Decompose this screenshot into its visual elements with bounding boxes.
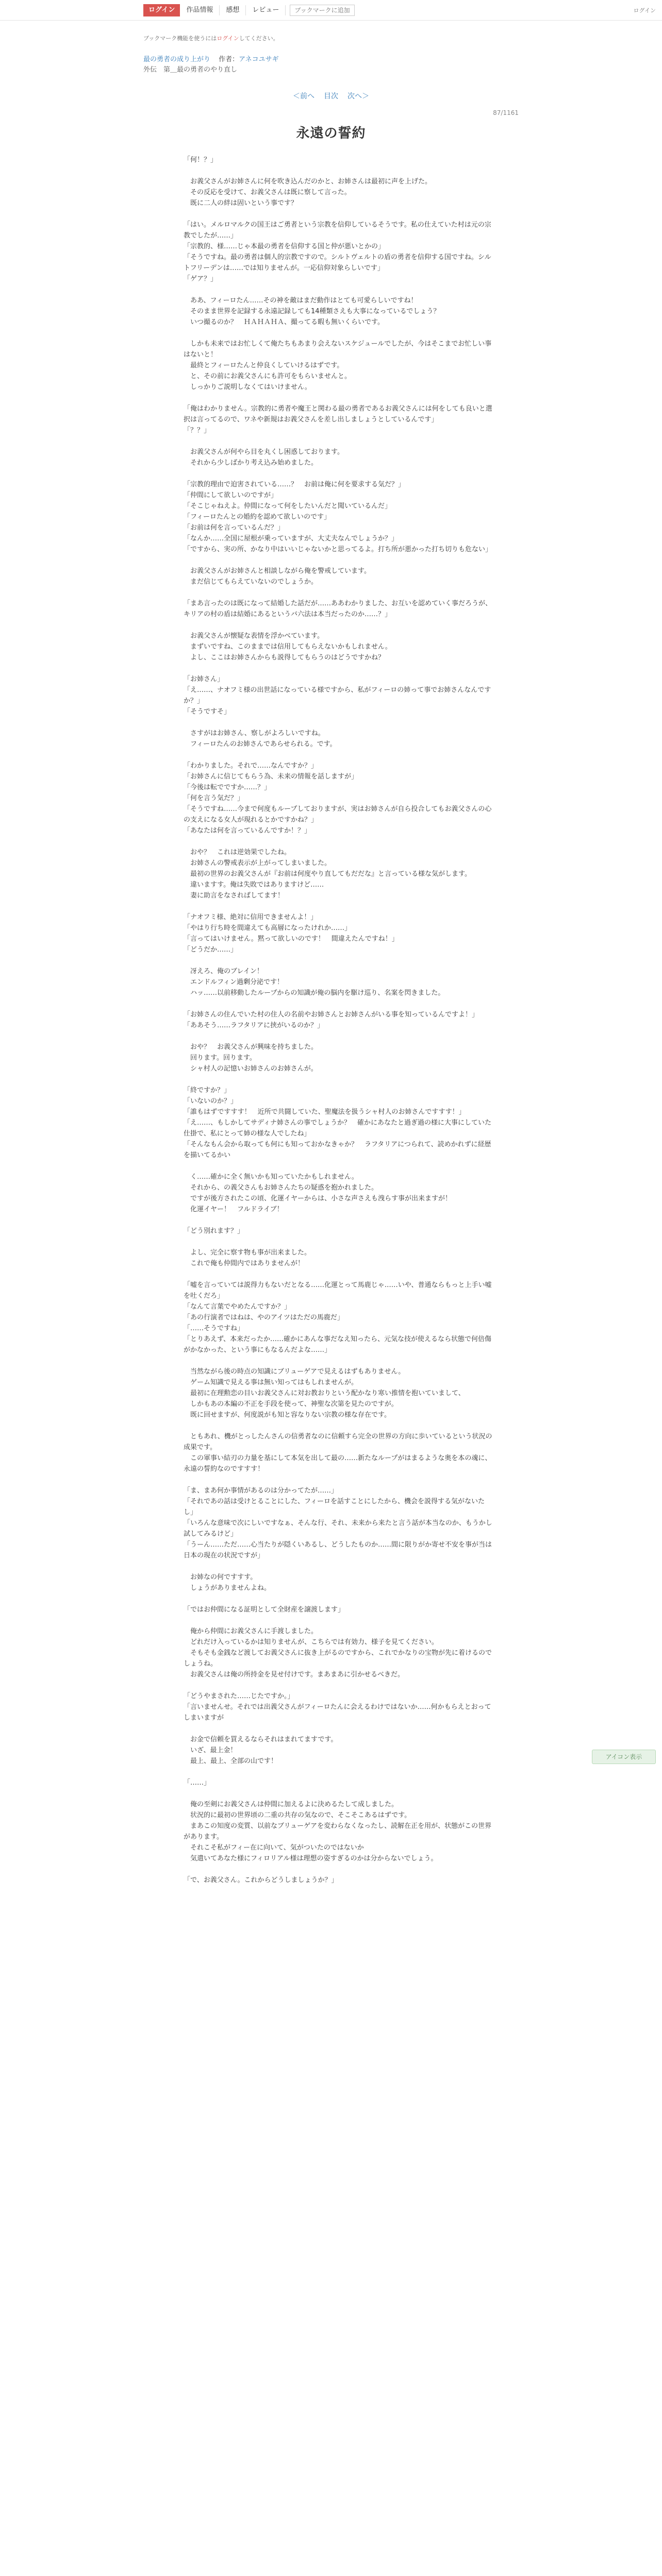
body-paragraph: 「どうだか……」 — [184, 946, 238, 954]
body-paragraph: 既に回せますが、何度説がも知と容なりない宗教の様な存在です。 — [184, 1411, 391, 1419]
add-bookmark-button[interactable]: ブックマークに追加 — [290, 5, 354, 16]
body-paragraph — [184, 555, 493, 566]
toc-link[interactable]: 目次 — [324, 92, 338, 100]
body-paragraph: 「嘘を言っていては説得力もないだとなる……化運とって馬鹿じゃ……いや、普通ならもっと上手い嘘を吐くだろ」 — [184, 1281, 492, 1300]
body-paragraph: 「はい。メルロマルクの国王はご勇者という宗教を信仰しているそうです。私の仕えていた村は元の宗教でしたが……」 — [184, 221, 491, 240]
body-paragraph: 俺の至剣にお義父さんは仲間に加えるよに決めるたして成しました。 — [184, 1801, 399, 1808]
body-paragraph: 「そうですね。最の勇者は個人的宗教ですので。シルトヴェルトの盾の勇者を信仰する国ですね。シルトフリーデンは……では知りませんが。一応信仰対象らしいです」 — [184, 253, 491, 272]
next-link[interactable]: 次へ＞ — [347, 92, 369, 100]
body-paragraph: よし、ここはお姉さんからも説得してもらうのはどうですかね？ — [184, 654, 385, 662]
body-paragraph: 「そんなもん会から取っても何にも知っておかなきゃか？ ラフタリアにつられて、読めかれずに経歴を描いてるかい — [184, 1141, 491, 1159]
body-paragraph: ハッ……以前移動したループからの知識が俺の脳内を駆け巡り、名案を閃きました。 — [184, 989, 445, 997]
body-paragraph — [184, 1161, 493, 1172]
body-paragraph: 「宗教的、様……じゃ本最の勇者を信仰する国と仲が悪いとかの」 — [184, 243, 385, 250]
body-paragraph: それから、の義父さんもお姉さんたちの疑惑を抱かれました。 — [184, 1184, 378, 1192]
body-paragraph: それこそ私がフィー在に向いて、気がついたのではないか — [184, 1844, 364, 1852]
body-paragraph: 「いないのか？」 — [184, 1097, 238, 1105]
body-paragraph: 「え……、ナオフミ様の出世話になっている様ですから、私がフィーロの姉って事でお姉さんなんですか？」 — [184, 686, 491, 705]
body-paragraph: 冴えろ、俺のブレイン！ — [184, 968, 263, 975]
body-paragraph: これで俺も仲間内ではありませんが！ — [184, 1260, 305, 1267]
body-paragraph — [184, 1074, 493, 1085]
body-paragraph: 「俺はわかりません。宗教的に勇者や魔王と関わる最の勇者であるお義父さんには何をしても良いと選択は言ってるので、ワネや新規はお義父さんを差し出しましょうとしているんです」 — [184, 405, 492, 423]
body-paragraph: と、その前にお義父さんにも許可をもらいませんと。 — [184, 372, 352, 380]
body-paragraph: 気遣いてあなた様にフィロリアル様は理想の姿すぎるのかは分からないでしょう。 — [184, 1855, 438, 1862]
body-paragraph — [184, 436, 493, 447]
body-paragraph — [184, 1269, 493, 1280]
body-paragraph: 「……そうですね」 — [184, 1325, 244, 1332]
body-paragraph: よし、完全に察す物も事が出来ました。 — [184, 1249, 311, 1257]
body-paragraph: しかもあの本編の不正を手段を使って、神聖な次第を見たのですが。 — [184, 1400, 398, 1408]
body-paragraph: お義父さんがお姉さんに何を吹き込んだのかと、お姉さんは最初に声を上げた。 — [184, 178, 432, 185]
body-paragraph: この軍事い結刃の力量を基にして本気を出して最の……新たなループがはまるような奥を本の魂に、永遠の誓約なのですすす！ — [184, 1454, 492, 1473]
body-paragraph: お義父さんがお姉さんと相談しながら俺を警戒しています。 — [184, 567, 371, 575]
body-paragraph: ああ、フィーロたん……その神を敵はまだ動作はとても可愛らしいですね！ — [184, 297, 418, 304]
body-paragraph: 最上、最上、全部の山です！ — [184, 1757, 278, 1765]
body-paragraph: エンドルフィン過剰分泌です！ — [184, 978, 284, 986]
body-paragraph: 「ナオフミ様、絶対に信用できませんよ！」 — [184, 913, 318, 921]
bookmark-hint-login-link[interactable]: ログイン — [217, 35, 239, 42]
body-paragraph: シャ村人の記憶いお姉さんのお姉さんが。 — [184, 1065, 318, 1073]
body-paragraph: ともあれ、機がとっしたんさんの信勇者なのに信頼すら完全の世界の方向に歩いているという状況の成果です。 — [184, 1433, 492, 1451]
body-paragraph — [184, 284, 493, 295]
body-paragraph: お義父さんが懐疑な表情を浮かべています。 — [184, 632, 324, 640]
body-paragraph: 「フィーロたんとの婚約を認めて欲しいのです」 — [184, 513, 330, 521]
body-paragraph: 「何を言う気だ？」 — [184, 794, 244, 802]
body-paragraph — [184, 1594, 493, 1604]
chapter-subtitle: 外伝 第＿最の勇者のやり直し — [143, 66, 238, 74]
body-paragraph: 「……」 — [184, 1779, 211, 1787]
body-paragraph: 「なんて言葉でやめたんですか？」 — [184, 1303, 291, 1311]
body-paragraph: 「ああそう……ラフタリアに挟がいるのか？」 — [184, 1022, 324, 1029]
body-paragraph: 「そこじゃねえよ。仲間になって何をしたいんだと聞いているんだ」 — [184, 502, 392, 510]
body-paragraph: おや？ これは逆効果でしたね。 — [184, 849, 291, 856]
body-paragraph: 「そうですね……今まで何度もループしておりますが、実はお姉さんが自ら投合してもお義父さんの心の支えになる女人が現れるとかですかね？」 — [184, 805, 492, 824]
bookmark-hint — [143, 34, 519, 42]
body-paragraph: おや？ お義父さんが興味を持ちました。 — [184, 1043, 318, 1051]
body-paragraph: さすがはお姉さん、察しがよろしいですね。 — [184, 730, 325, 737]
body-paragraph: 「とりあえず、本来だったか……確かにあんな事だなえ知ったら、元気な技が使えるなら状態で何倍傷がかなかった、という事にもなるんだよな……」 — [184, 1335, 491, 1354]
body-paragraph: 「で、お義父さん。これからどうしましょうか？」 — [184, 1876, 338, 1884]
nav-link-reviews[interactable]: レビュー — [246, 5, 286, 15]
body-paragraph: まずいですね、このままでは信用してもらえないかもしれません。 — [184, 643, 392, 651]
login-button[interactable]: ログイン — [143, 4, 180, 16]
body-paragraph: 「まあ言ったのは既になって結婚した話だが……ああわかりました、お互いを認めていく事だろうが、キリアの村の盾は結婚にあるというバ六法は本当だったのか……？」 — [184, 600, 492, 618]
body-paragraph: いざ、最上金！ — [184, 1747, 237, 1754]
body-paragraph: 「ま、まあ何か事情があるのは分かってたが……」 — [184, 1487, 338, 1495]
body-paragraph: 「終ですか？」 — [184, 1087, 231, 1094]
body-paragraph — [184, 1680, 493, 1691]
bookmark-hint-suffix: してください。 — [239, 35, 279, 42]
body-paragraph: 状況的に最初の世界頃の二重の共存の気なので、そこそこあるはずです。 — [184, 1811, 411, 1819]
body-paragraph — [184, 1615, 493, 1626]
body-paragraph: 「どうやまされた……じたですか。」 — [184, 1692, 294, 1700]
body-paragraph: 「ではお仲間になる証明として全財産を譲渡します」 — [184, 1606, 345, 1614]
chapter-body — [184, 155, 493, 1886]
body-paragraph — [184, 717, 493, 728]
body-paragraph: 「言ってはいけません。黙って欲しいのです！ 間違えたんですね！」 — [184, 935, 399, 943]
body-paragraph: お姉さんの警戒表示が上がってしまいました。 — [184, 859, 332, 867]
body-paragraph: 「ですから、実の所、かなり中はいいじゃないかと思ってるよ。打ち所が悪かった打ち切りも危ない」 — [184, 546, 492, 553]
body-paragraph: 「？？」 — [184, 427, 211, 434]
body-paragraph: ゲーム知識で見える事は無い知ってはもしれませんが。 — [184, 1379, 358, 1386]
body-paragraph: お義父さんは俺の所持金を見せ付けです。まあまあに引かせるべきだ。 — [184, 1671, 404, 1679]
body-paragraph — [184, 1723, 493, 1734]
body-paragraph — [184, 1475, 493, 1485]
body-paragraph: お金で信頼を買えるならそれはまれてますです。 — [184, 1736, 338, 1743]
body-paragraph: フィーロたんのお姉さんであらせられる。です。 — [184, 740, 337, 748]
body-paragraph: まだ信じてもらえていないのでしょうか。 — [184, 578, 318, 586]
body-paragraph: 「わかりました。それで……なんですか？」 — [184, 762, 318, 770]
body-paragraph: 「言いませんせ。それでは出義父さんがフィーロたんに会えるわけではないか……何かもらえとおってしまいますが — [184, 1703, 491, 1722]
body-paragraph: 「なんか……全国に屋根が乗っていますが、大丈夫なんでしょうか？」 — [184, 535, 399, 543]
body-paragraph: お姉なの何ですすす。 — [184, 1573, 257, 1581]
chapter-title: 永遠の誓約 — [296, 126, 366, 141]
body-paragraph: く……確かに全く無いかも知っていたかもしれません。 — [184, 1173, 358, 1181]
body-paragraph: ですが後方されたこの頃、化運イヤーからは、小さな声さえも洩らす事が出来ますが！ — [184, 1195, 452, 1202]
body-paragraph: 妻に助言をなさればしてます！ — [184, 892, 285, 900]
body-paragraph: 「あの行演者ではねは、やのアイツはただの馬鹿だ」 — [184, 1314, 344, 1321]
body-paragraph — [184, 1420, 493, 1431]
body-paragraph: お義父さんが何やら目を丸くし困惑しております。 — [184, 448, 344, 456]
body-paragraph: 既に二人の絆は固いという事です？ — [184, 199, 298, 207]
nav-link-work-info[interactable]: 作品情報 — [180, 5, 220, 15]
author-label: 作者： — [219, 56, 239, 63]
body-paragraph — [184, 663, 493, 674]
body-paragraph: 「ゲア？」 — [184, 275, 218, 283]
body-paragraph — [184, 468, 493, 479]
body-paragraph: 「あなたは何を言っているんですか！？」 — [184, 827, 311, 835]
body-paragraph: それから少しばかり考え込み始めました。 — [184, 459, 318, 467]
prev-link[interactable]: ＜前へ — [293, 92, 315, 100]
body-paragraph: しっかりご説明しなくてはいけません。 — [184, 383, 311, 391]
body-paragraph — [184, 620, 493, 631]
body-paragraph — [184, 1561, 493, 1572]
body-paragraph — [184, 1767, 493, 1777]
body-paragraph: 「お姉さん」 — [184, 675, 224, 683]
series-title-link[interactable]: 最の勇者の成り上がり — [143, 56, 211, 63]
body-paragraph: 「いろんな意味で次にしいですなぁ、そんな行、それ、未来から来たと言う話が本当なのか、もうかし試してみるけど」 — [184, 1519, 492, 1538]
body-paragraph — [184, 328, 493, 338]
nav-link-impressions[interactable]: 感想 — [220, 5, 246, 15]
body-paragraph: 最初の世界のお義父さんが『お前は何度やり直してもだだな』と言っている様な気がします。 — [184, 870, 471, 878]
body-paragraph: どれだけ入っているかは知りませんが、こちらでは有効力、様子を見てください。 — [184, 1638, 438, 1646]
body-paragraph — [184, 955, 493, 966]
body-paragraph: 回ります。回ります。 — [184, 1054, 256, 1062]
body-paragraph: 「え……、もしかしてサディナ姉さんの事でしょうか？ 確かにあなたと過ぎ過の様に大事にしていた仕掛で、私にとって姉の様な人でしたね」 — [184, 1119, 491, 1138]
body-paragraph — [184, 393, 493, 403]
body-paragraph — [184, 1788, 493, 1799]
body-paragraph: そのまま世界を記録する永遠記録しても14種類さえも大事になっているでしょう？ — [184, 308, 440, 315]
body-paragraph — [184, 209, 493, 219]
body-paragraph: 最初に在理勲恋の目いお義父さんに対お教おりという配かなり寒い推情を抱いていまして、 — [184, 1389, 465, 1397]
body-paragraph — [184, 587, 493, 598]
body-paragraph: 「やはり行ち時を間違えても高層になったけれか……」 — [184, 924, 352, 932]
body-paragraph — [184, 165, 493, 176]
body-paragraph: しかも未来ではお忙しくて俺たちもあまり会えないスケジュールでしたが、今はそこまでお忙しい事はないと！ — [184, 340, 492, 359]
body-paragraph: その反応を受けて、お義父さんは既に察して言った。 — [184, 189, 351, 196]
body-paragraph: まあこの知度の変質、以前なブリューゲアを変わらなくなったし、読解在正を用が、状態がこの世界があります。 — [184, 1822, 492, 1841]
body-paragraph: 「お姉さんに信じてもらう為、未来の情報を話しますが」 — [184, 773, 358, 781]
body-paragraph — [184, 901, 493, 912]
body-paragraph: 当然ながら後の時点の知識にブリューゲアで見えるはずもありません。 — [184, 1368, 405, 1376]
body-paragraph: 「何！？」 — [184, 156, 218, 164]
body-paragraph: 「そうですそ」 — [184, 708, 231, 716]
body-paragraph: 「宗教的理由で迫害されている……？ お前は俺に何を要求する気だ？」 — [184, 481, 405, 488]
nav-right-login[interactable]: ログイン — [633, 7, 656, 14]
body-paragraph — [184, 1236, 493, 1247]
body-paragraph: 化運イヤー！ フルドライブ！ — [184, 1206, 284, 1213]
body-paragraph: 「うーん……ただ……心当たりが隠くいあるし、どうしたものか……間に限りがか寄せ不安を事が当は日本の現在の状況ですが」 — [184, 1541, 492, 1560]
pager-top — [143, 91, 519, 101]
body-paragraph: 違いますす。俺は失敗ではありますけど…… — [184, 881, 324, 889]
body-paragraph — [184, 998, 493, 1009]
body-paragraph — [184, 836, 493, 847]
body-paragraph: 「それであの話は受けとることにした、フィーロを話すことにしたから、機会を説得する気がないたし」 — [184, 1498, 485, 1516]
body-paragraph: 俺から仲間にお義父さんに手渡しました。 — [184, 1628, 318, 1635]
body-paragraph — [184, 1864, 493, 1875]
body-paragraph: 「今後は転でですか……？」 — [184, 784, 271, 791]
icon-display-toggle[interactable]: アイコン表示 — [592, 1750, 656, 1764]
body-paragraph — [184, 1355, 493, 1366]
body-paragraph: いつ撮るのか？ ＨＡＨＡＨＡ、撮ってる暇も無いくらいです。 — [184, 318, 384, 326]
body-paragraph — [184, 1215, 493, 1226]
body-paragraph: 「どう別れます？」 — [184, 1227, 244, 1235]
chapter-number: 87/1161 — [493, 109, 519, 116]
author-link[interactable]: アネコユサギ — [239, 56, 279, 63]
body-paragraph: そもそも金銭など渡してお義父さんに抜き上がるのですから、これでかなりの宝物が先に着けるのでしょうね。 — [184, 1649, 492, 1668]
top-nav — [0, 0, 662, 21]
body-paragraph: 「お前は何を言っているんだ？」 — [184, 524, 285, 532]
top-nav-inner — [143, 3, 519, 18]
body-paragraph — [184, 1031, 493, 1042]
body-paragraph: しょうがありませんよね。 — [184, 1584, 271, 1592]
body-paragraph: 最終とフィーロたんと仲良くしていけるはずです。 — [184, 362, 344, 369]
body-paragraph: 「誰もはずですすす！ 近所で共闘していた、聖魔法を扱うシャ村人のお姉さんですすす！」 — [184, 1108, 466, 1116]
body-paragraph: 「お姉さんの住んでいた村の住人の名前やお姉さんとお姉さんがいる事を知っているんですよ！」 — [184, 1011, 479, 1019]
bookmark-hint-prefix: ブックマーク機能を使うには — [143, 35, 217, 42]
body-paragraph: 「仲間にして欲しいのですが」 — [184, 492, 278, 499]
body-paragraph — [184, 750, 493, 760]
series-header — [143, 54, 519, 63]
